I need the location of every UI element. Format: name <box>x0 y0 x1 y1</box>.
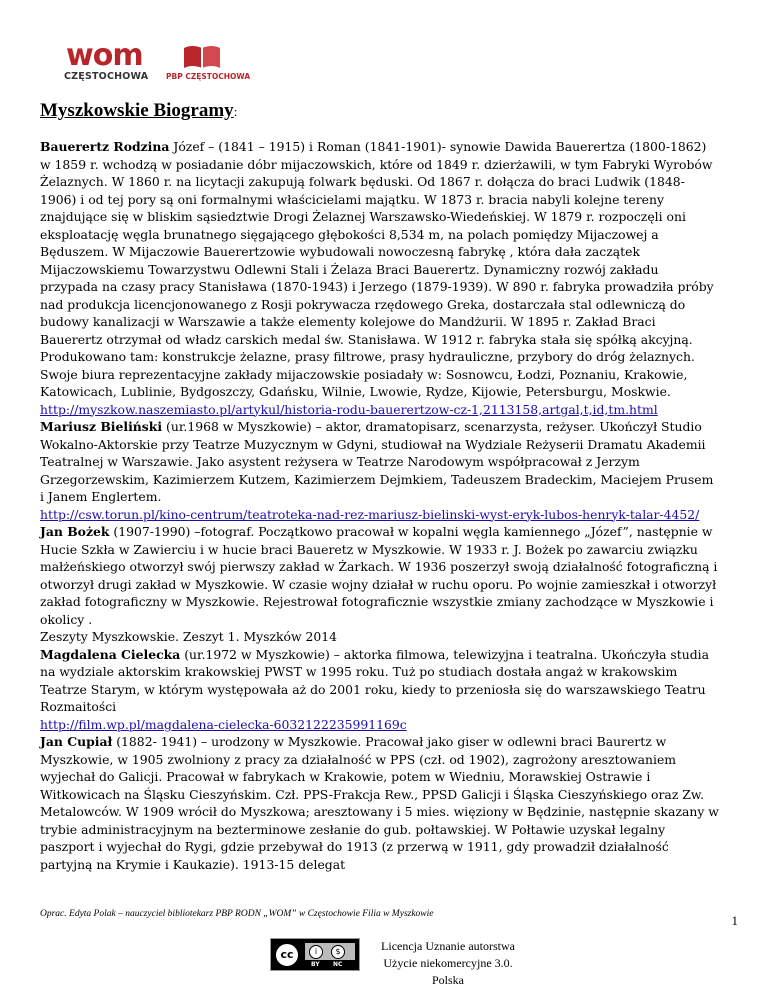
wom-logo <box>62 38 162 84</box>
page-title-text: Myszkowskie Biogramy <box>40 100 234 121</box>
entry-name: Jan Bożek <box>40 524 110 539</box>
entry-link-line <box>40 401 720 419</box>
entry-text: (1907-1990) –fotograf. Początkowo pracował w kopalni węgla kamiennego „Józef”, następnie w Hucie Szkła w Zawierciu i w hucie braci Baueretz w Myszkowie. W 1933 r. J. Bożek po zawarciu związku małżeńskiego otworzył swój pierwszy zakład w Żarkach. W 1936 poszerzył swoją działalność fotograficzną i otworzył drugi zakład w Myszkowie. W czasie wojny działał w ruchu oporu. Po wojnie zamieszkał i otworzył zakład fotograficzny w Myszkowie. Rejestrował fotograficznie wszystkie zmiany zachodzące w Myszkowie i okolicy . <box>40 524 718 627</box>
entry-name: Magdalena Cielecka <box>40 646 181 662</box>
entry-link-line <box>40 716 720 734</box>
entry-link[interactable]: http://myszkow.naszemiasto.pl/artykul/historia-rodu-bauerertzow-cz-1,2113158,artgal,t,id,tm.html <box>40 401 658 417</box>
entry-text: (1882- 1941) – urodzony w Myszkowie. Pracował jako giser w odlewni braci Baurertz w Myszkowie, w 1905 zwolniony z pracy za działalność w PPS (czł. od 1902), zagrożony aresztowaniem wyjechał do Galicji. Pracował w fabrykach w Krakowie, potem w Wiedniu, Morawskiej Ostrawie i Witkowicach na Śląsku Cieszyńskim. Czł. PPS-Frakcja Rew., PPSD Galicji i Śląska Cieszyńskiego oraz Zw. Metalowców. W 1909 wrócił do Myszkowa; aresztowany i 5 mies. więziony w Będzinie, następnie skazany w trybie administracyjnym na bezterminowe zesłanie do gub. połtawskiej. W Połtawie uzyskał legalny paszport i wyjechał do Rygi, gdzie przebywał do 1913 (z przerwą w 1911, gdy prowadził działalność partyjną na Krymie i Kaukazie). 1913-15 delegat <box>40 734 719 872</box>
pbp-logo <box>166 42 251 86</box>
biography-list <box>40 138 720 873</box>
biography-entry <box>40 646 720 716</box>
license-text <box>366 938 530 989</box>
entry-name: Bauerertz Rodzina <box>40 139 170 154</box>
page-title-colon: : <box>233 104 238 119</box>
biography-entry <box>40 418 720 506</box>
entry-text: (ur.1968 w Myszkowie) – aktor, dramatopisarz, scenarzysta, reżyser. Ukończył Studio Wokalno-Aktorskie przy Teatrze Muzycznym w Gdyni, studiował na Wydziale Reżyserii Dramatu Akademii Teatralnej w Warszawie. Jako asystent reżysera w Teatrze Narodowym współpracował z Jerzym Grzegorzewskim, Kazimierzem Kutzem, Kazimierzem Dejmkiem, Tadeuszem Bradeckim, Maciejem Prusem i Janem Englertem. <box>40 419 714 504</box>
entry-link[interactable]: http://csw.torun.pl/kino-centrum/teatroteka-nad-rez-mariusz-bielinski-wyst-eryk-lubos-henryk-talar-4452/ <box>40 506 700 522</box>
license-line-2: Użycie niekomercyjne 3.0. Polska <box>383 956 513 987</box>
entry-name: Mariusz Bieliński <box>40 419 163 434</box>
book-icon <box>182 42 222 70</box>
entry-link[interactable]: http://film.wp.pl/magdalena-cielecka-6032122235991169c <box>40 716 407 732</box>
cc-nc-label: NC <box>333 961 343 968</box>
wom-logo-city: CZĘSTOCHOWA <box>64 71 149 82</box>
cc-license-badge[interactable] <box>270 938 360 971</box>
entry-link-line <box>40 506 720 524</box>
license-block <box>270 934 530 987</box>
attribution-icon: i <box>309 945 323 959</box>
page-title <box>40 100 237 122</box>
entry-text: Józef – (1841 – 1915) i Roman (1841-1901)- synowie Dawida Bauerertza (1800-1862) w 1859 r. wchodzą w posiadanie dóbr mijaczowskich, które od 1849 r. dzierżawili, w tym Fabryki Wyrobów Żelaznych. W 1860 r. na licytacji zakupują folwark będuski. Od 1867 r. dołącza do braci Ludwik (1848-1906) i od tej pory są oni formalnymi właścicielami majątku. W 1873 r. bracia nabyli kolejne tereny znajdujące się w bliskim sąsiedztwie Drogi Żelaznej Warszawsko-Wiedeńskiej. W 1879 r. rozpoczęli oni eksploatację węgla brunatnego sięgającego głębokości 8,534 m, na polach pomiędzy Mijaczowej a Będuszem. W Mijaczowie Bauerertzowie wybudowali nowoczesną fabrykę , która dała zaczątek Mijaczowskiemu Towarzystwu Odlewni Stali i Żelaza Braci Bauerertz. Dynamiczny rozwój zakładu przypada na czasy pracy Stanisława (1870-1943) i Jerzego (1879-1939). W 890 r. fabryka prowadziła próby nad produkcja licencjonowanego z Rosji pokrywacza rzędowego Greka, dostarczała stal odlewniczą do budowy kanalizacji w Warszawie a także elementy kolejowe do Mandżurii. W 1895 r. Zakład Braci Bauerertz otrzymał od władz carskich medal św. Stanisława. W 1912 r. fabryka stała się spółką akcyjną. Produkowano tam: konstrukcje żelazne, prasy filtrowe, prasy hydrauliczne, przybory do dróg żelaznych. Swoje biura reprezentacyjne zakłady mijaczowskie posiadały w: Sosnowcu, Łodzi, Poznaniu, Krakowie, Katowicach, Lublinie, Bydgoszczy, Gdańsku, Wilnie, Lwowie, Rydze, Kijowie, Petersburgu, Moskwie. <box>40 139 714 399</box>
license-line-1: Licencja Uznanie autorstwa <box>381 939 515 953</box>
pbp-logo-text: PBP CZĘSTOCHOWA <box>166 72 251 81</box>
entry-source: Zeszyty Myszkowskie. Zeszyt 1. Myszków 2014 <box>40 629 338 644</box>
biography-entry <box>40 523 720 628</box>
noncommercial-icon: $ <box>331 945 345 959</box>
entry-text: (ur.1972 w Myszkowie) – aktorka filmowa, telewizyjna i teatralna. Ukończyła studia na wydziale aktorskim krakowskiej PWST w 1995 roku. Tuż po studiach dostała angaż w krakowskim Teatrze Starym, w którym występowała aż do 2001 roku, kiedy to przeniosła się do warszawskiego Teatru Rozmaitości <box>40 646 710 714</box>
page-footer: Oprac. Edyta Polak – nauczyciel bibliotekarz PBP RODN „WOM” w Częstochowie Filia w Myszkowie <box>40 909 434 919</box>
biography-entry <box>40 138 720 401</box>
biography-entry <box>40 733 720 873</box>
cc-by-label: BY <box>311 961 320 968</box>
cc-icon: cc <box>274 942 300 968</box>
entry-name: Jan Cupiał <box>40 734 113 749</box>
wom-logo-word: wom <box>66 38 143 73</box>
page-number: 1 <box>731 913 738 928</box>
